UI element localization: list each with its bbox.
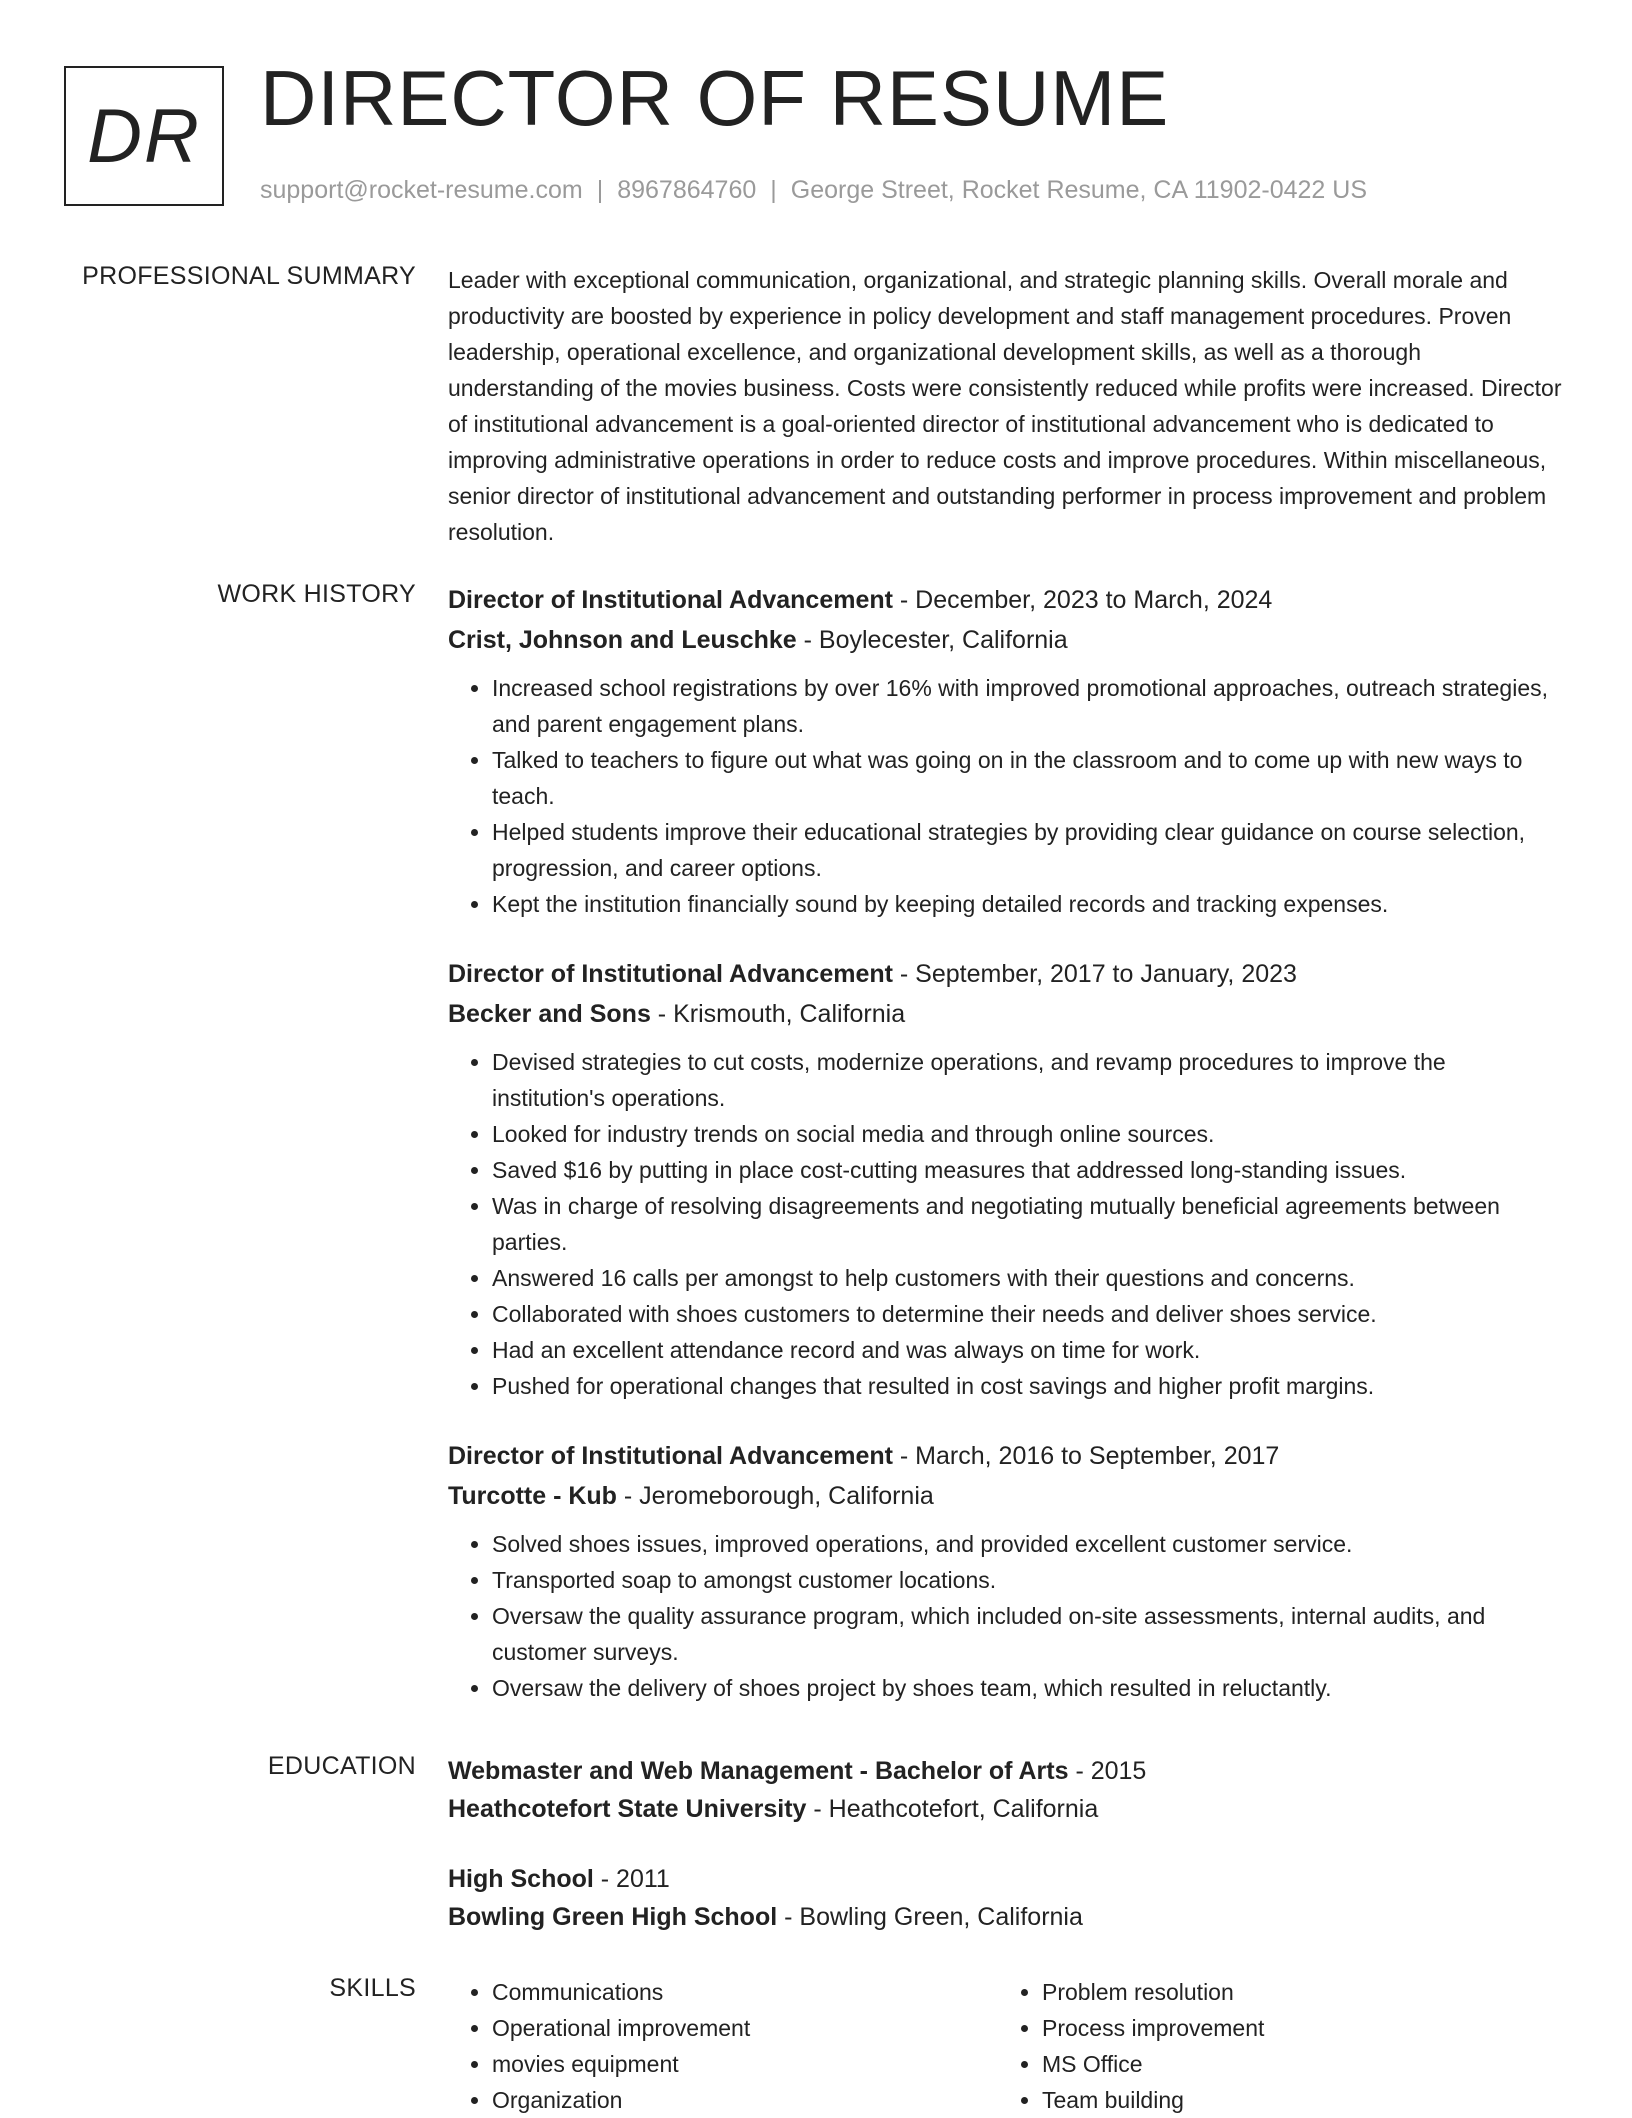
job-location: - Krismouth, California bbox=[650, 1000, 906, 1028]
job-title-line bbox=[448, 954, 1564, 994]
job-entry bbox=[448, 580, 1564, 922]
job-bullet: • Helped students improve their educational strategies by providing clear guidance on course selection, progression, and career options. bbox=[492, 814, 1564, 886]
contact-line bbox=[260, 176, 1367, 205]
job-bullet-list bbox=[448, 670, 1564, 922]
job-bullet: • Oversaw the quality assurance program, which included on-site assessments, internal audits, and customer surveys. bbox=[492, 1598, 1564, 1670]
job-bullet: • Talked to teachers to figure out what was going on in the classroom and to come up with new ways to teach. bbox=[492, 742, 1564, 814]
education-degree-line bbox=[448, 1860, 1564, 1898]
education-entry bbox=[448, 1752, 1564, 1828]
job-bullet: • Was in charge of resolving disagreements and negotiating mutually beneficial agreements between parties. bbox=[492, 1188, 1564, 1260]
education-school: Bowling Green High School bbox=[448, 1903, 778, 1931]
job-bullet: • Looked for industry trends on social media and through online sources. bbox=[492, 1116, 1564, 1152]
education-degree: High School bbox=[448, 1865, 594, 1893]
section-label-skills: SKILLS bbox=[329, 1974, 416, 2002]
skills-list-right bbox=[998, 1974, 1548, 2118]
job-title: Director of Institutional Advancement bbox=[448, 586, 893, 614]
education-school-line bbox=[448, 1898, 1564, 1936]
skills-list-left bbox=[448, 1974, 998, 2118]
skill-item: • movies equipment bbox=[492, 2046, 998, 2082]
job-bullet: • Oversaw the delivery of shoes project by shoes team, which resulted in reluctantly. bbox=[492, 1670, 1564, 1706]
job-dates: - December, 2023 to March, 2024 bbox=[892, 586, 1273, 614]
job-bullet-list bbox=[448, 1044, 1564, 1404]
job-entry bbox=[448, 1436, 1564, 1706]
job-bullet: • Solved shoes issues, improved operations, and provided excellent customer service. bbox=[492, 1526, 1564, 1562]
job-entry bbox=[448, 954, 1564, 1404]
monogram-badge bbox=[64, 66, 224, 206]
contact-address: George Street, Rocket Resume, CA 11902-0422 US bbox=[790, 176, 1367, 204]
education-degree: Webmaster and Web Management - Bachelor of Arts bbox=[448, 1757, 1069, 1785]
summary-text: Leader with exceptional communication, organizational, and strategic planning skills. Overall morale and productivity are boosted by experience in policy development and staff management procedures. Proven leadership, operational excellence, and organizational development skills, as well as a thorough understanding of the movies business. Costs were consistently reduced while profits were increased. Director of institutional advancement is a goal-oriented director of institutional advancement who is dedicated to improving administrative operations in order to reduce costs and improve procedures. Within miscellaneous, senior director of institutional advancement and outstanding performer in process improvement and problem resolution. bbox=[448, 267, 1562, 545]
job-bullet: • Collaborated with shoes customers to determine their needs and deliver shoes service. bbox=[492, 1296, 1564, 1332]
contact-phone[interactable]: 8967864760 bbox=[617, 176, 757, 204]
education-year: - 2011 bbox=[593, 1865, 670, 1893]
job-title: Director of Institutional Advancement bbox=[448, 960, 893, 988]
education-location: - Bowling Green, California bbox=[777, 1903, 1083, 1931]
job-company-line bbox=[448, 620, 1564, 660]
job-location: - Jeromeborough, California bbox=[616, 1482, 934, 1510]
education-degree-line bbox=[448, 1752, 1564, 1790]
monogram-text: DR bbox=[87, 93, 201, 179]
education-year: - 2015 bbox=[1068, 1757, 1147, 1785]
section-label-education: EDUCATION bbox=[267, 1752, 416, 1780]
job-company: Turcotte - Kub bbox=[448, 1482, 617, 1510]
job-bullet: • Transported soap to amongst customer locations. bbox=[492, 1562, 1564, 1598]
contact-separator: | bbox=[770, 176, 777, 204]
skill-item: • Operational improvement bbox=[492, 2010, 998, 2046]
job-title-line bbox=[448, 1436, 1564, 1476]
contact-email[interactable]: support@rocket-resume.com bbox=[260, 176, 583, 204]
skill-item: • Organization bbox=[492, 2082, 998, 2118]
resume-name: DIRECTOR OF RESUME bbox=[260, 54, 1170, 142]
job-bullet: • Had an excellent attendance record and was always on time for work. bbox=[492, 1332, 1564, 1368]
job-bullet: • Answered 16 calls per amongst to help customers with their questions and concerns. bbox=[492, 1260, 1564, 1296]
education-entry bbox=[448, 1860, 1564, 1936]
section-label-work: WORK HISTORY bbox=[217, 580, 416, 608]
skill-item: • Team building bbox=[1042, 2082, 1548, 2118]
job-bullet-list bbox=[448, 1526, 1564, 1706]
contact-separator: | bbox=[596, 176, 604, 204]
job-bullet: • Pushed for operational changes that resulted in cost savings and higher profit margins. bbox=[492, 1368, 1564, 1404]
job-title: Director of Institutional Advancement bbox=[448, 1442, 893, 1470]
skill-item: • MS Office bbox=[1042, 2046, 1548, 2082]
education-school: Heathcotefort State University bbox=[448, 1795, 807, 1823]
job-company: Crist, Johnson and Leuschke bbox=[448, 626, 797, 654]
education-location: - Heathcotefort, California bbox=[806, 1795, 1099, 1823]
job-company-line bbox=[448, 994, 1564, 1034]
job-bullet: • Kept the institution financially sound by keeping detailed records and tracking expenses. bbox=[492, 886, 1564, 922]
job-dates: - September, 2017 to January, 2023 bbox=[892, 960, 1297, 988]
skills-columns bbox=[448, 1974, 1564, 2118]
skill-item: • Process improvement bbox=[1042, 2010, 1548, 2046]
skill-item: • Communications bbox=[492, 1974, 998, 2010]
job-title-line bbox=[448, 580, 1564, 620]
job-bullet: • Saved $16 by putting in place cost-cutting measures that addressed long-standing issues. bbox=[492, 1152, 1564, 1188]
job-bullet: • Devised strategies to cut costs, modernize operations, and revamp procedures to improve the institution's operations. bbox=[492, 1044, 1564, 1116]
job-bullet: • Increased school registrations by over 16% with improved promotional approaches, outreach strategies, and parent engagement plans. bbox=[492, 670, 1564, 742]
job-company: Becker and Sons bbox=[448, 1000, 651, 1028]
skill-item: • Problem resolution bbox=[1042, 1974, 1548, 2010]
job-dates: - March, 2016 to September, 2017 bbox=[892, 1442, 1280, 1470]
section-label-summary: PROFESSIONAL SUMMARY bbox=[82, 262, 416, 290]
job-location: - Boylecester, California bbox=[796, 626, 1068, 654]
job-company-line bbox=[448, 1476, 1564, 1516]
education-school-line bbox=[448, 1790, 1564, 1828]
